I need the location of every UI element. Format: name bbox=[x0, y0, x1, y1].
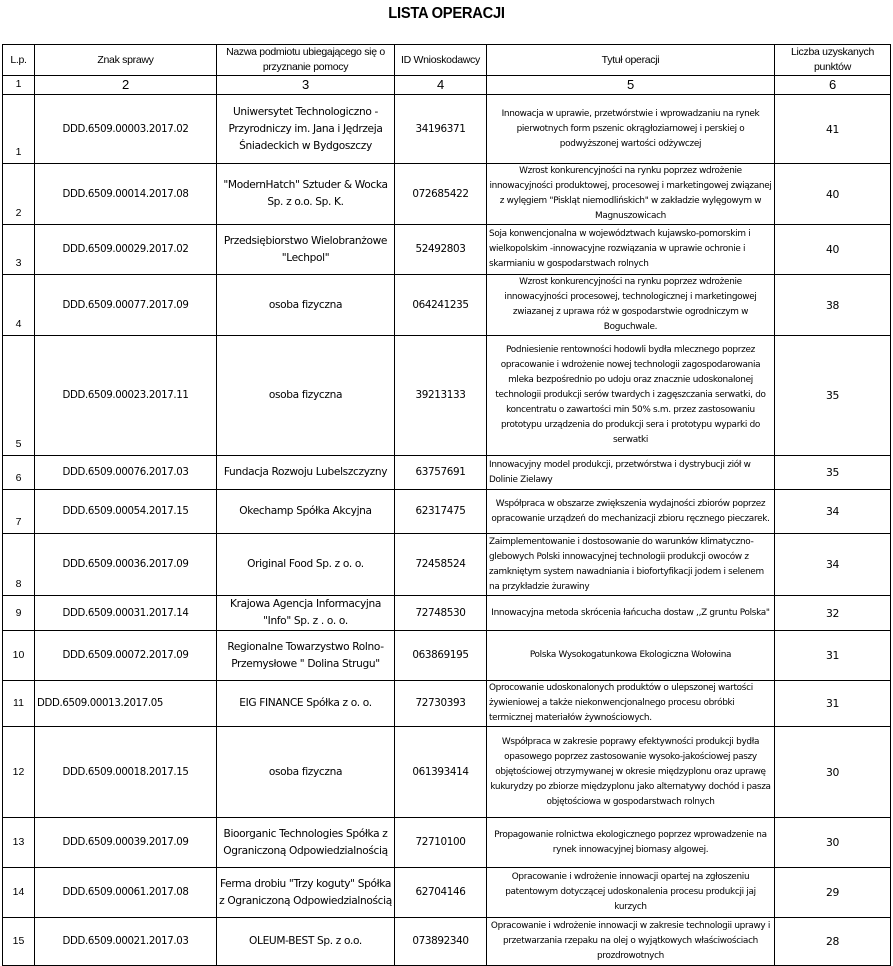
row-number: 12 bbox=[3, 727, 35, 818]
column-number: 3 bbox=[217, 76, 395, 95]
applicant-id: 63757691 bbox=[395, 456, 487, 490]
page-title: LISTA OPERACJI bbox=[388, 5, 505, 22]
case-number: DDD.6509.00018.2017.15 bbox=[35, 727, 217, 818]
table-row bbox=[3, 456, 891, 490]
points: 30 bbox=[775, 727, 891, 818]
applicant-id: 073892340 bbox=[395, 918, 487, 966]
row-number: 10 bbox=[3, 631, 35, 681]
table-row bbox=[3, 336, 891, 456]
case-number: DDD.6509.00031.2017.14 bbox=[35, 596, 217, 631]
applicant-name: Original Food Sp. z o. o. bbox=[217, 534, 395, 596]
applicant-name: Uniwersytet Technologiczno - Przyrodniczy im. Jana i Jędrzeja Śniadeckich w Bydgoszczy bbox=[217, 95, 395, 164]
column-number: 4 bbox=[395, 76, 487, 95]
header-tytul-operacji: Tytuł operacji bbox=[487, 45, 775, 76]
table-row bbox=[3, 225, 891, 275]
case-number: DDD.6509.00003.2017.02 bbox=[35, 95, 217, 164]
applicant-name: osoba fizyczna bbox=[217, 727, 395, 818]
case-number: DDD.6509.00029.2017.02 bbox=[35, 225, 217, 275]
operations-table bbox=[2, 44, 891, 966]
applicant-name: osoba fizyczna bbox=[217, 275, 395, 336]
points: 28 bbox=[775, 918, 891, 966]
table-row bbox=[3, 918, 891, 966]
operation-title: Innowacyjna metoda skrócenia łańcucha dostaw ,,Z gruntu Polska" bbox=[487, 596, 775, 631]
table-row bbox=[3, 490, 891, 534]
row-number: 7 bbox=[3, 490, 35, 534]
points: 41 bbox=[775, 95, 891, 164]
operation-title: Oprocowanie udoskonalonych produktów o ulepszonej wartości żywieniowej a także niekonwencjonalnego procesu obróbki termicznej materiałów żywnościowych. bbox=[487, 681, 775, 727]
points: 40 bbox=[775, 164, 891, 225]
header-lp: L.p. bbox=[3, 45, 35, 76]
applicant-name: EIG FINANCE Spółka z o. o. bbox=[217, 681, 395, 727]
applicant-name: "ModernHatch" Sztuder & Wocka Sp. z o.o. Sp. K. bbox=[217, 164, 395, 225]
case-number: DDD.6509.00023.2017.11 bbox=[35, 336, 217, 456]
applicant-id: 063869195 bbox=[395, 631, 487, 681]
applicant-name: Okechamp Spółka Akcyjna bbox=[217, 490, 395, 534]
points: 29 bbox=[775, 868, 891, 918]
case-number: DDD.6509.00014.2017.08 bbox=[35, 164, 217, 225]
case-number: DDD.6509.00061.2017.08 bbox=[35, 868, 217, 918]
header-nazwa-podmiotu: Nazwa podmiotu ubiegającego się o przyznanie pomocy bbox=[217, 45, 395, 76]
table-row bbox=[3, 727, 891, 818]
points: 30 bbox=[775, 818, 891, 868]
operation-title: Polska Wysokogatunkowa Ekologiczna Wołowina bbox=[487, 631, 775, 681]
points: 34 bbox=[775, 534, 891, 596]
row-number: 5 bbox=[3, 336, 35, 456]
points: 35 bbox=[775, 336, 891, 456]
table-row bbox=[3, 631, 891, 681]
applicant-name: Bioorganic Technologies Spółka z Ograniczoną Odpowiedzialnością bbox=[217, 818, 395, 868]
table-row bbox=[3, 868, 891, 918]
applicant-id: 72730393 bbox=[395, 681, 487, 727]
applicant-id: 072685422 bbox=[395, 164, 487, 225]
operation-title: Innowacyjny model produkcji, przetwórstwa i dystrybucji ziół w Dolinie Zielawy bbox=[487, 456, 775, 490]
row-number: 8 bbox=[3, 534, 35, 596]
applicant-id: 62317475 bbox=[395, 490, 487, 534]
row-number: 3 bbox=[3, 225, 35, 275]
applicant-id: 39213133 bbox=[395, 336, 487, 456]
case-number: DDD.6509.00039.2017.09 bbox=[35, 818, 217, 868]
applicant-name: Regionalne Towarzystwo Rolno-Przemysłowe " Dolina Strugu" bbox=[217, 631, 395, 681]
applicant-name: OLEUM-BEST Sp. z o.o. bbox=[217, 918, 395, 966]
applicant-name: osoba fizyczna bbox=[217, 336, 395, 456]
row-number: 14 bbox=[3, 868, 35, 918]
points: 32 bbox=[775, 596, 891, 631]
operation-title: Współpraca w zakresie poprawy efektywności produkcji bydła opasowego poprzez zastosowanie wysoko-jakościowej paszy objętościowej otrzymywanej w okresie międzyplonu oraz uprawę kukurydzy po zbiorze międzyplonu jako alternatywy dochód i pasza objętościowa w gospodarstwach rolnych bbox=[487, 727, 775, 818]
applicant-name: Przedsiębiorstwo Wielobranżowe "Lechpol" bbox=[217, 225, 395, 275]
operation-title: Podniesienie rentowności hodowli bydła mlecznego poprzez opracowanie i wdrożenie nowej technologii zagospodarowania mleka bezpośrednio po udoju oraz znacznie udoskonalonej technologii produkcji serów twardych i zagęszczania serwatki, do koncentratu o zawartości min 50% s.m. przez zastosowaniu prototypu urządzenia do produkcji sera i prototypu wyparki do serwatki bbox=[487, 336, 775, 456]
table-row bbox=[3, 818, 891, 868]
case-number: DDD.6509.00072.2017.09 bbox=[35, 631, 217, 681]
row-number: 2 bbox=[3, 164, 35, 225]
row-number: 4 bbox=[3, 275, 35, 336]
case-number: DDD.6509.00036.2017.09 bbox=[35, 534, 217, 596]
column-number-row bbox=[3, 76, 891, 95]
row-number: 11 bbox=[3, 681, 35, 727]
case-number: DDD.6509.00013.2017.05 bbox=[35, 681, 217, 727]
points: 31 bbox=[775, 631, 891, 681]
case-number: DDD.6509.00054.2017.15 bbox=[35, 490, 217, 534]
applicant-id: 72710100 bbox=[395, 818, 487, 868]
header-liczba-punktow: Liczba uzyskanych punktów bbox=[775, 45, 891, 76]
column-number: 2 bbox=[35, 76, 217, 95]
row-number: 1 bbox=[3, 95, 35, 164]
applicant-id: 62704146 bbox=[395, 868, 487, 918]
table-row bbox=[3, 534, 891, 596]
operation-title: Zaimplementowanie i dostosowanie do warunków klimatyczno-glebowych Polski innowacyjnej technologii produkcji owoców z zamkniętym system nawadniania i biofortyfikacji jodem i selenem na przykładzie żurawiny bbox=[487, 534, 775, 596]
column-number: 5 bbox=[487, 76, 775, 95]
operation-title: Innowacja w uprawie, przetwórstwie i wprowadzaniu na rynek pierwotnych form pszenic okrągłoziarnowej i perskiej o podwyższonej wartości odżywczej bbox=[487, 95, 775, 164]
header-row bbox=[3, 45, 891, 76]
operation-title: Współpraca w obszarze zwiększenia wydajności zbiorów poprzez opracowanie urządzeń do mechanizacji zbioru ręcznego pieczarek. bbox=[487, 490, 775, 534]
row-number: 9 bbox=[3, 596, 35, 631]
row-number: 15 bbox=[3, 918, 35, 966]
applicant-id: 064241235 bbox=[395, 275, 487, 336]
case-number: DDD.6509.00076.2017.03 bbox=[35, 456, 217, 490]
operation-title: Wzrost konkurencyjności na rynku poprzez wdrożenie innowacyjności produktowej, procesowej i marketingowej związanej z wylęgiem "Piskląt niemodlińskich" w zakładzie wylęgowym w Magnuszowicach bbox=[487, 164, 775, 225]
applicant-id: 061393414 bbox=[395, 727, 487, 818]
points: 35 bbox=[775, 456, 891, 490]
applicant-name: Ferma drobiu "Trzy koguty" Spółka z Ograniczoną Odpowiedzialnością bbox=[217, 868, 395, 918]
row-number: 13 bbox=[3, 818, 35, 868]
applicant-name: Krajowa Agencja Informacyjna "Info" Sp. z . o. o. bbox=[217, 596, 395, 631]
operation-title: Opracowanie i wdrożenie innowacji opartej na zgłoszeniu patentowym dotyczącej udoskonalenia procesu produkcji jaj kurzych bbox=[487, 868, 775, 918]
table-row bbox=[3, 164, 891, 225]
table-row bbox=[3, 275, 891, 336]
operation-title: Opracowanie i wdrożenie innowacji w zakresie technologii uprawy i przetwarzania rzepaku na olej o wyjątkowych właściwościach prozdrowotnych bbox=[487, 918, 775, 966]
applicant-id: 34196371 bbox=[395, 95, 487, 164]
header-znak-sprawy: Znak sprawy bbox=[35, 45, 217, 76]
row-number: 6 bbox=[3, 456, 35, 490]
case-number: DDD.6509.00021.2017.03 bbox=[35, 918, 217, 966]
operation-title: Soja konwencjonalna w województwach kujawsko-pomorskim i wielkopolskim -innowacyjne rozwiązania w uprawie ochronie i skarmianiu w gospodarstwach rolnych bbox=[487, 225, 775, 275]
column-number: 6 bbox=[775, 76, 891, 95]
applicant-id: 72458524 bbox=[395, 534, 487, 596]
table-row bbox=[3, 596, 891, 631]
applicant-id: 52492803 bbox=[395, 225, 487, 275]
table-row bbox=[3, 95, 891, 164]
table-row bbox=[3, 681, 891, 727]
operation-title: Wzrost konkurencyjności na rynku poprzez wdrożenie innowacyjności procesowej, technologicznej i marketingowej zwiazanej z uprawa róż w gospodarstwie ogrodniczym w Boguchwale. bbox=[487, 275, 775, 336]
points: 34 bbox=[775, 490, 891, 534]
applicant-name: Fundacja Rozwoju Lubelszczyzny bbox=[217, 456, 395, 490]
header-id-wnioskodawcy: ID Wnioskodawcy bbox=[395, 45, 487, 76]
points: 31 bbox=[775, 681, 891, 727]
case-number: DDD.6509.00077.2017.09 bbox=[35, 275, 217, 336]
operation-title: Propagowanie rolnictwa ekologicznego poprzez wprowadzenie na rynek innowacyjnej biomasy algowej. bbox=[487, 818, 775, 868]
points: 40 bbox=[775, 225, 891, 275]
applicant-id: 72748530 bbox=[395, 596, 487, 631]
points: 38 bbox=[775, 275, 891, 336]
column-number: 1 bbox=[3, 76, 35, 95]
